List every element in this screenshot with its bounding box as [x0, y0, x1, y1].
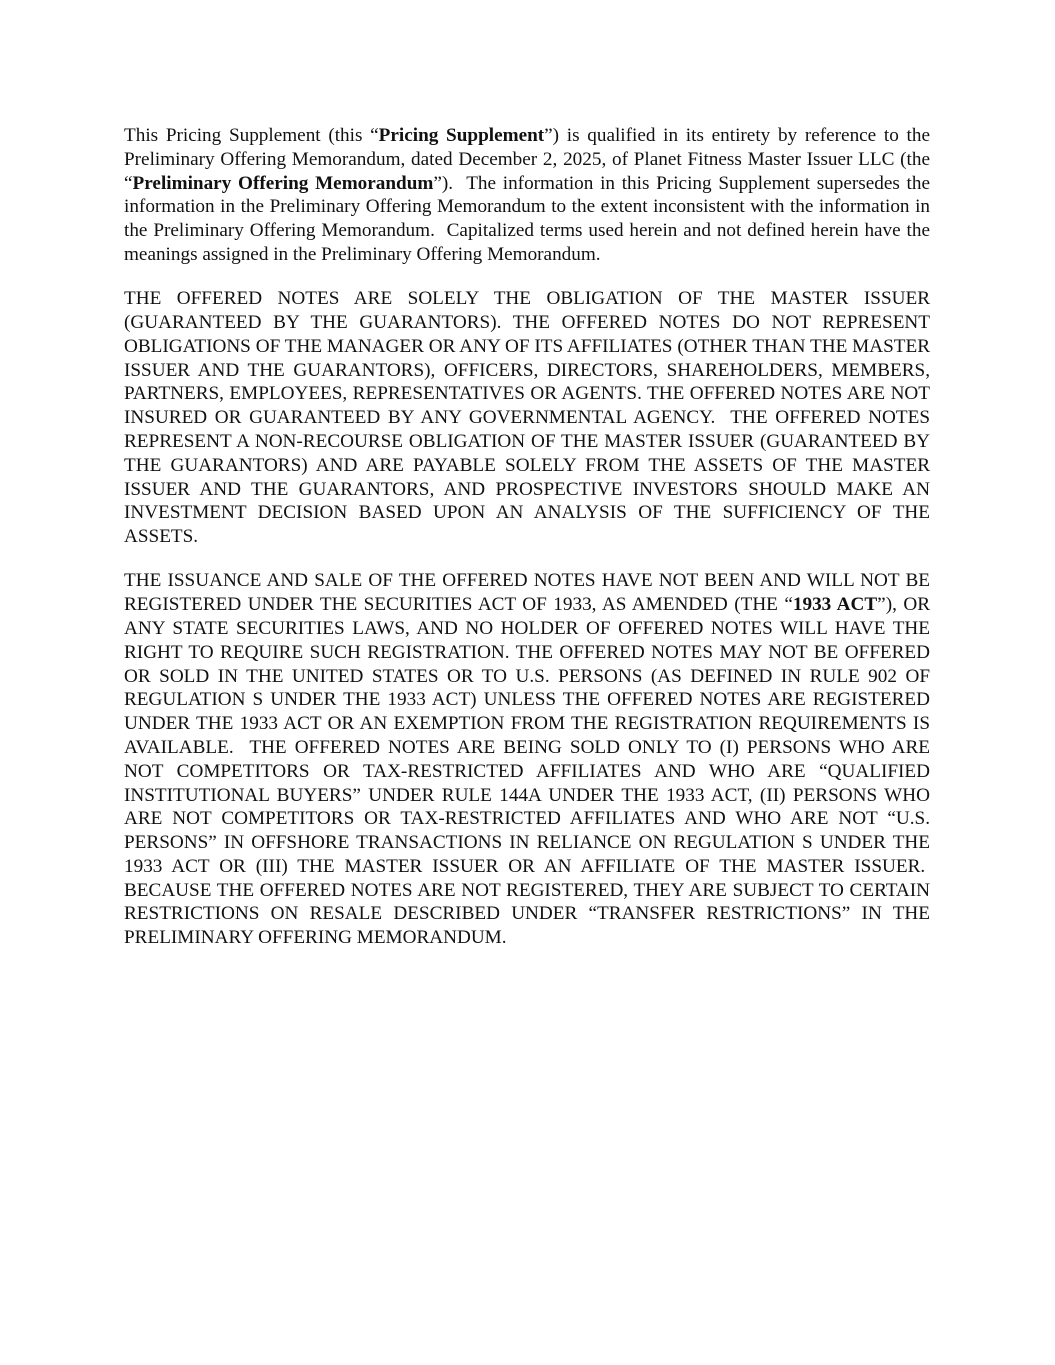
registration-notice-paragraph — [124, 569, 930, 950]
intro-text-2: ”) is qualified in its entirety by reference to the Preliminary Offering Memorandum, dated December 2, 2025, of Planet Fitness Master Issuer LLC (the “ — [124, 125, 930, 194]
registration-text-1: THE ISSUANCE AND SALE OF THE OFFERED NOTES HAVE NOT BEEN AND WILL NOT BE REGISTERED UNDER THE SECURITIES ACT OF 1933, AS AMENDED (THE “ — [124, 570, 930, 616]
defined-term-pricing-supplement: Pricing Supplement — [378, 125, 545, 146]
intro-text-1: This Pricing Supplement (this “ — [124, 125, 379, 146]
defined-term-preliminary-offering-memorandum: Preliminary Offering Memorandum — [132, 172, 434, 194]
document-body — [124, 124, 930, 950]
registration-text-2: ”), OR ANY STATE SECURITIES LAWS, AND NO HOLDER OF OFFERED NOTES WILL HAVE THE RIGHT TO REQUIRE SUCH REGISTRATION. THE OFFERED NOTES MAY NOT BE OFFERED OR SOLD IN THE UNITED STATES OR TO U.S. PERSONS (AS DEFINED IN RULE 902 OF REGULATION S UNDER THE 1933 ACT) UNLESS THE OFFERED NOTES ARE REGISTERED UNDER THE 1933 ACT OR AN EXEMPTION FROM THE REGISTRATION REQUIREMENTS IS AVAILABLE. THE OFFERED NOTES ARE BEING SOLD ONLY TO (I) PERSONS WHO ARE NOT COMPETITORS OR TAX-RESTRICTED AFFILIATES AND WHO ARE “QUALIFIED INSTITUTIONAL BUYERS” UNDER RULE 144A UNDER THE 1933 ACT, (II) PERSONS WHO ARE NOT COMPETITORS OR TAX-RESTRICTED AFFILIATES AND WHO ARE NOT “U.S. PERSONS” IN OFFSHORE TRANSACTIONS IN RELIANCE ON REGULATION S UNDER THE 1933 ACT OR (III) THE MASTER ISSUER OR AN AFFILIATE OF THE MASTER ISSUER. BECAUSE THE OFFERED NOTES ARE NOT REGISTERED, THEY ARE SUBJECT TO CERTAIN RESTRICTIONS ON RESALE DESCRIBED UNDER “TRANSFER RESTRICTIONS” IN THE PRELIMINARY OFFERING MEMORANDUM. — [124, 594, 930, 949]
intro-paragraph — [124, 124, 930, 267]
intro-text-3: ”). The information in this Pricing Supplement supersedes the information in the Preliminary Offering Memorandum to the extent inconsistent with the information in the Preliminary Offering Memorandum. Capitalized terms used herein and not defined herein have the meanings assigned in the Preliminary Offering Memorandum. — [124, 172, 930, 265]
obligation-notice-paragraph: THE OFFERED NOTES ARE SOLELY THE OBLIGATION OF THE MASTER ISSUER (GUARANTEED BY THE GUARANTORS). THE OFFERED NOTES DO NOT REPRESENT OBLIGATIONS OF THE MANAGER OR ANY OF ITS AFFILIATES (OTHER THAN THE MASTER ISSUER AND THE GUARANTORS), OFFICERS, DIRECTORS, SHAREHOLDERS, MEMBERS, PARTNERS, EMPLOYEES, REPRESENTATIVES OR AGENTS. THE OFFERED NOTES ARE NOT INSURED OR GUARANTEED BY ANY GOVERNMENTAL AGENCY. THE OFFERED NOTES REPRESENT A NON-RECOURSE OBLIGATION OF THE MASTER ISSUER (GUARANTEED BY THE GUARANTORS) AND ARE PAYABLE SOLELY FROM THE ASSETS OF THE MASTER ISSUER AND THE GUARANTORS, AND PROSPECTIVE INVESTORS SHOULD MAKE AN INVESTMENT DECISION BASED UPON AN ANALYSIS OF THE SUFFICIENCY OF THE ASSETS. — [124, 288, 930, 548]
defined-term-1933-act: 1933 ACT — [792, 594, 878, 616]
